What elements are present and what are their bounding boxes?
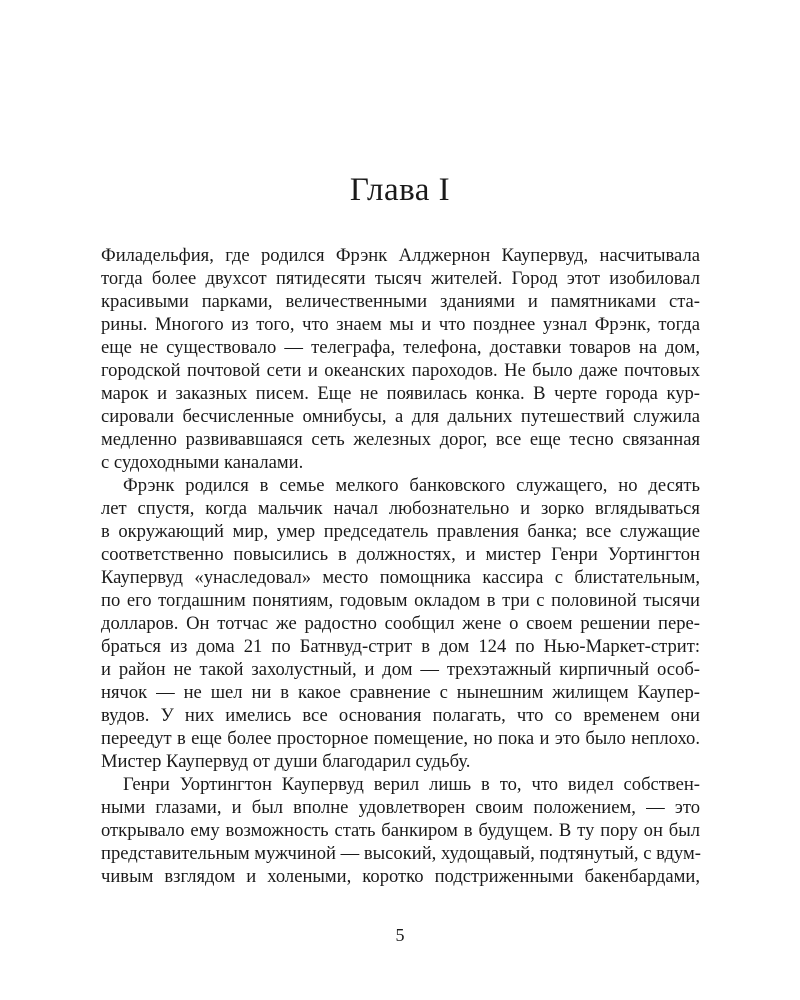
text-line: нячок — не шел ни в какое сравнение с нынешним жилищем Каупер- [101, 682, 700, 703]
text-line: рины. Многого из того, что знаем мы и что позднее узнал Фрэнк, тогда [101, 314, 700, 335]
text-line: с судоходными каналами. [101, 452, 304, 473]
text-line: ными глазами, и был вполне удовлетворен своим положением, — это [101, 797, 700, 818]
text-line: городской почтовой сети и океанских пароходов. Не было даже почтовых [101, 360, 700, 381]
chapter-title: Глава I [349, 172, 451, 208]
text-line: и район не такой захолустный, и дом — трехэтажный кирпичный особ- [101, 659, 700, 680]
text-line: сировали бесчисленные омнибусы, а для дальних путешествий служила [101, 406, 700, 427]
text-line: представительным мужчиной — высокий, худощавый, подтянутый, с вдум- [101, 843, 701, 864]
text-line: открывало ему возможность стать банкиром в будущем. В ту пору он был [101, 820, 700, 841]
text-line: чивым взглядом и холеными, коротко подстриженными бакенбардами, [101, 866, 700, 887]
text-line: вудов. У них имелись все основания полагать, что со временем они [101, 705, 700, 726]
text-line: Каупервуд «унаследовал» место помощника кассира с блистательным, [101, 567, 700, 588]
text-line: долларов. Он тотчас же радостно сообщил жене о своем решении пере- [101, 613, 700, 634]
text-line: тогда более двухсот пятидесяти тысяч жителей. Город этот изобиловал [101, 268, 700, 289]
text-line: красивыми парками, величественными зданиями и памятниками ста- [101, 291, 700, 312]
text-line: в окружающий мир, умер председатель правления банка; все служащие [101, 521, 700, 542]
text-line: медленно развивавшаяся сеть железных дорог, все еще тесно связанная [101, 429, 700, 450]
text-line: браться из дома 21 по Батнвуд-стрит в дом 124 по Нью-Маркет-стрит: [101, 636, 700, 657]
text-line: переедут в еще более просторное помещение, но пока и это было неплохо. [101, 728, 700, 749]
text-line: лет спустя, когда мальчик начал любознательно и зорко вглядываться [101, 498, 700, 519]
text-line: соответственно повысились в должностях, и мистер Генри Уортингтон [101, 544, 700, 565]
paragraph-first-line: Фрэнк родился в семье мелкого банковского служащего, но десять [123, 475, 700, 496]
text-line: Филадельфия, где родился Фрэнк Алджернон Каупервуд, насчитывала [101, 245, 700, 266]
page-number: 5 [395, 925, 405, 945]
text-line: Мистер Каупервуд от души благодарил судьбу. [101, 751, 471, 772]
text-line: марок и заказных писем. Еще не появилась конка. В черте города кур- [101, 383, 700, 404]
paragraph-first-line: Генри Уортингтон Каупервуд верил лишь в то, что видел собствен- [123, 774, 700, 795]
text-line: по его тогдашним понятиям, годовым окладом в три с половиной тысячи [101, 590, 700, 611]
text-line: еще не существовало — телеграфа, телефона, доставки товаров на дом, [101, 337, 700, 358]
